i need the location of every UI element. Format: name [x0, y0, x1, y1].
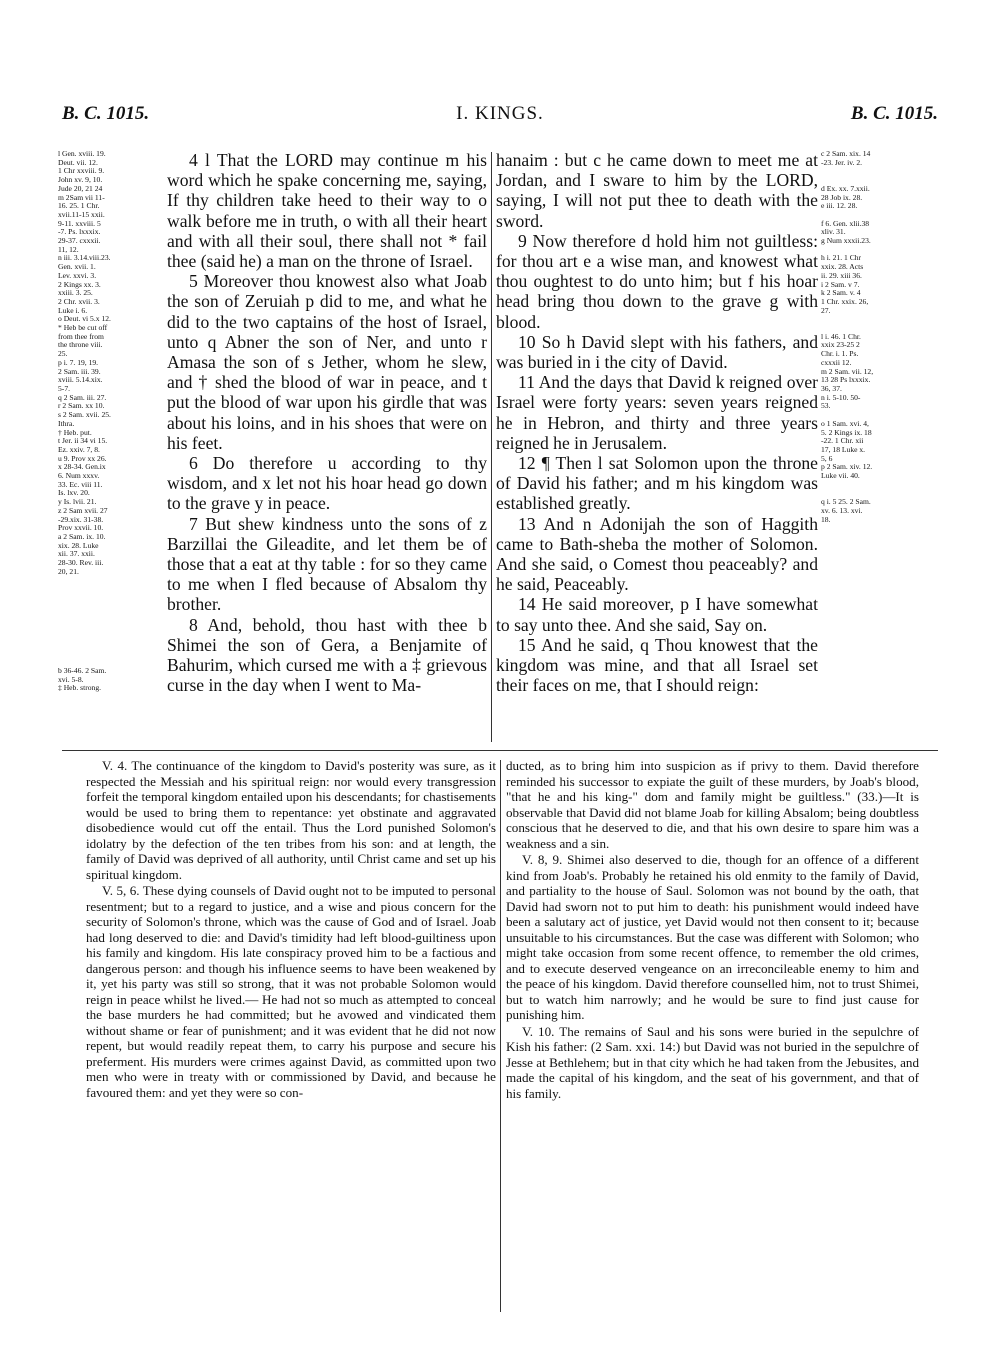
commentary-paragraph: V. 4. The continuance of the kingdom to David's posterity was sure, as it respected the Messiah and his spiritual reign: nor would every transgression forfeit the temporal kingdom entailed upon his descendants; for chastisements would be used to bring them to repentance: yet obstinate and aggravated disobedience would cut off the entail. Thus the Lord punished Solomon's idolatry by the defection of the ten tribes from his son: and at length, the family of David was deprived of all authority, until Christ came and set up his spiritual kingdom. [86, 758, 496, 882]
margin-reference: Luke i. 6. [58, 306, 88, 315]
margin-reference: g Num xxxii.23. [821, 237, 871, 246]
verse-paragraph: hanaim : but c he came down to meet me at Jordan, and I sware to him by the LORD, saying, I will not put thee to death with the sword. [496, 150, 818, 231]
margin-reference: a 2 Sam. ix. 10. [58, 532, 106, 541]
margin-reference: 36, 37. [821, 384, 842, 393]
margin-reference: 16. 25. 1 Chr. [58, 202, 100, 211]
margin-reference: l i. 46. 1 Chr. [821, 332, 861, 341]
margin-reference: z 2 Sam xvii. 27 [58, 506, 108, 515]
margin-reference: Lev. xxvi. 3. [58, 271, 97, 280]
margin-reference: 1 Chr xxviii. 9. [58, 167, 105, 176]
margin-reference: 25. [58, 350, 68, 359]
margin-reference: u 9. Prov xx 26. [58, 454, 107, 463]
left-margin-references-lower [58, 667, 166, 693]
margin-reference: 2 Kings xx. 3. [58, 280, 101, 289]
header-date-right: B. C. 1015. [850, 103, 938, 124]
margin-reference: 28-30. Rev. iii. [58, 559, 104, 568]
margin-reference: f 6. Gen. xlii.38 [821, 219, 870, 228]
margin-reference: 5, 6 [821, 454, 833, 463]
commentary-paragraph: V. 5, 6. These dying counsels of David ought not to be imputed to personal resentment; but to a regard to justice, and a wise and pious concern for the security of Solomon's throne, which was the cause of God and of Israel. Joab had long deserved to die: and David's timidity had left blood-guiltiness upon his family and kingdom. His late conspiracy proved him to be a factious and dangerous person: and though his influence seems to have been weakened by it, yet his party was still so strong, that it was not probable Solomon would reign in peace whilst he lived.— He had not so much as attempted to conceal the base murders he had committed; but he avowed and vindicated them without shame or fear of punishment; and it was evident that he did not now repent, but would readily repeat them, to carry his purpose and secure his preferment. His murders were crimes against David, as committed upon two men who were in treaty with or commissioned by David, and because he favoured them: and yet they were so con- [86, 883, 496, 1100]
verse-paragraph: 5 Moreover thou knowest also what Joab the son of Zeruiah p did to me, and what he did to the two captains of the host of Israel, unto q Abner the son of Ner, and unto r Amasa the son of s Jether, whom he slew, and † shed the blood of war in peace, and t put the blood of war upon his girdle that was about his loins, and in his shoes that were on his feet. [167, 271, 487, 453]
margin-reference: † Heb. put. [58, 428, 92, 437]
verse-paragraph: 15 And he said, q Thou knowest that the kingdom was mine, and that all Israel set their faces on me, that I should reign: [496, 634, 818, 696]
margin-reference [821, 176, 927, 185]
margin-reference: d Ex. xx. 7.xxii. [821, 184, 870, 193]
margin-reference: xix. 28. Luke [58, 541, 99, 550]
margin-reference: xv. 6. 13. xvi. [821, 506, 863, 515]
verse-paragraph: 6 Do therefore u according to thy wisdom, and x let not his hoar head go down to the grave y in peace. [167, 453, 487, 514]
commentary-separator [62, 750, 938, 751]
margin-reference: ‡ Heb. strong. [58, 684, 102, 693]
margin-reference [821, 324, 927, 333]
column-divider [491, 152, 492, 742]
margin-reference: 6. Num xxxv. [58, 472, 100, 481]
margin-reference: c 2 Sam. xix. 14 [821, 150, 871, 158]
margin-reference [821, 211, 927, 220]
margin-reference: Ez. xxiv. 7, 8. [58, 445, 100, 454]
margin-reference: i 2 Sam. v 7. [821, 280, 860, 289]
margin-reference [821, 489, 927, 498]
margin-reference: Chr. i. 1. Ps. [821, 350, 859, 359]
margin-reference: xviii. 5.14.xix. [58, 376, 103, 385]
verse-paragraph: 11 And the days that David k reigned over Israel were forty years: seven years reigned he in Hebron, and thirty and three years reigned he in Jerusalem. [496, 372, 818, 453]
margin-reference: 33. Ec. viii 11. [58, 480, 103, 489]
margin-reference: 5-7. [58, 384, 71, 393]
margin-reference [821, 167, 927, 176]
left-margin-references [58, 150, 166, 576]
margin-reference: p 2 Sam. xiv. 12. [821, 463, 873, 472]
commentary-divider [500, 760, 501, 1312]
margin-reference: 53. [821, 402, 831, 411]
verse-paragraph: 12 ¶ Then l sat Solomon upon the throne of David his father; and m his kingdom was established greatly. [496, 453, 818, 514]
margin-reference: 5. 2 Kings ix. 18 [821, 428, 872, 437]
commentary-paragraph: V. 10. The remains of Saul and his sons were buried in the sepulchre of Kish his father: (2 Sam. xxi. 14:) but David was not buried in the sepulchre of Jesse at Bethlehem; but in that city which he had taken from the Jebusites, and made the capital of his kingdom, and the seat of his government, and that of his family. [506, 1023, 919, 1101]
margin-reference: -29.xix. 31-38. [58, 515, 104, 524]
margin-reference: e iii. 12. 28. [821, 202, 858, 211]
verse-paragraph: 8 And, behold, thou hast with thee b Shimei the son of Gera, a Benjamite of Bahurim, which cursed me with a ‡ grievous curse in the day when I went to Ma- [167, 614, 487, 696]
margin-reference [821, 315, 927, 324]
margin-reference: Deut. vii. 12. [58, 158, 98, 167]
margin-reference: * Heb be cut off [58, 324, 108, 333]
margin-reference: 18. [821, 515, 831, 524]
margin-reference: 2 Sam. iii. 39. [58, 367, 101, 376]
margin-reference: xii. 37. xxii. [58, 550, 95, 559]
margin-reference: q i. 5 25. 2 Sam. [821, 498, 871, 507]
margin-reference: -7. Ps. lxxxix. [58, 228, 101, 237]
margin-reference: k 2 Sam. v. 4 [821, 289, 861, 298]
margin-reference: r 2 Sam. xx 10. [58, 402, 105, 411]
verse-paragraph: 7 But shew kindness unto the sons of z Barzillai the Gileadite, and let them be of those that a eat at thy table : for so they came to me when I fled because of Absalom thy brother. [167, 513, 487, 615]
margin-reference: Prov xxvii. 10. [58, 524, 104, 533]
running-header [62, 103, 938, 133]
margin-reference: o Deut. vi 5.x 12. [58, 315, 111, 324]
margin-reference: Ithra. [58, 419, 75, 428]
margin-reference: xxiii. 3. 25. [58, 289, 93, 298]
commentary-paragraph: ducted, as to bring him into suspicion as if privy to them. David therefore reminded his successor to expiate the guilt of these murders, by Joab's blood, "that he and his king-" dom and family might be guiltless." (33.)—It is observable that David did not blame Joab for killing Absalom; being doubtless conscious that he deserved to die, and that his own desire to spare him was a weakness and a sin. [506, 758, 919, 851]
margin-reference: h i. 21. 1 Chr [821, 254, 862, 263]
margin-reference: n iii. 3.14.viii.23. [58, 254, 111, 263]
verse-paragraph: 4 l That the LORD may continue m his word which he spake concerning me, saying, If thy children take heed to their way to o walk before me in truth, o with all their heart and with all their soul, there shall not * fail thee (said he) a man on the throne of Israel. [167, 150, 487, 272]
margin-reference: s 2 Sam. xvii. 25. [58, 411, 111, 420]
scripture-column-right [496, 150, 818, 695]
margin-reference: 1 Chr. xxix. 26, [821, 297, 869, 306]
margin-reference: the throne viii. [58, 341, 103, 350]
verse-paragraph: 9 Now therefore d hold him not guiltless: for thou art e a wise man, and knowest what thou oughtest to do unto him; but f his hoar head bring thou down to the grave g with blood. [496, 230, 818, 332]
commentary-paragraph: V. 8, 9. Shimei also deserved to die, though for an offence of a different kind from Joab's. Probably he retained his old enmity to the family of David, and partiality to the house of Saul. Solomon was not bound by the oath, that David had sworn not to put him to death: his punishment would indeed have been a salutary act of justice, yet David would not then consent to it; because unsuitable to his circumstances. But the case was different with Solomon; who might take occasion from some recent offence, to remember the old crimes, and to execute deserved vengeance on an irreconcileable enemy to him and the peace of his kingdom. David therefore counselled him, not to trust Shimei, but to watch him narrowly; and he would be sure to find just cause for punishing him. [506, 852, 919, 1022]
margin-reference [821, 246, 927, 255]
margin-reference: Gen. xvii. 1. [58, 263, 96, 272]
margin-reference: 27. [821, 306, 831, 315]
margin-reference: 17, 18 Luke x. [821, 445, 866, 454]
margin-reference: xxix 23-25 2 [821, 341, 860, 350]
margin-reference: x 28-34. Gen.ix [58, 463, 106, 472]
verse-paragraph: 13 And n Adonijah the son of Haggith came to Bath-sheba the mother of Solomon. And she said, o Comest thou peaceably? and he said, Peaceably. [496, 513, 818, 595]
margin-reference: t Jer. ii 34 vi 15. [58, 437, 108, 446]
verse-paragraph: 10 So h David slept with his fathers, and was buried in i the city of David. [496, 331, 818, 373]
margin-reference: y Is. lvii. 21. [58, 498, 97, 507]
commentary-column-left [86, 758, 496, 1101]
verse-paragraph: 14 He said moreover, p I have somewhat to say unto thee. And she said, Say on. [496, 594, 818, 635]
margin-reference [821, 411, 927, 420]
scripture-column-left [167, 150, 487, 695]
margin-reference: from thee from [58, 332, 104, 341]
margin-reference: 29-37. cxxxii. [58, 237, 101, 246]
margin-reference: xvii.11-15 xxii. [58, 210, 105, 219]
margin-reference: b 36-46. 2 Sam. [58, 667, 107, 675]
margin-reference: 2 Chr. xvii. 3. [58, 297, 100, 306]
margin-reference: q 2 Sam. iii. 27. [58, 393, 107, 402]
margin-reference: ii. 29. xiii 36. [821, 271, 862, 280]
margin-reference: 13 28 Ps lxxxix. [821, 376, 871, 385]
margin-reference: m 2Sam vii 11- [58, 193, 105, 202]
margin-reference: xliv. 31. [821, 228, 846, 237]
header-book-title: I. KINGS. [456, 103, 544, 124]
margin-reference: xvi. 5-8. [58, 675, 84, 684]
margin-reference: m 2 Sam. vii. 12, [821, 367, 874, 376]
margin-reference: 28 Job ix. 28. [821, 193, 863, 202]
header-date-left: B. C. 1015. [62, 103, 150, 124]
margin-reference: Jude 20, 21 24 [58, 184, 103, 193]
margin-reference: cxxxii 12. [821, 358, 852, 367]
margin-reference [821, 481, 927, 490]
margin-reference: 20, 21. [58, 567, 79, 576]
margin-reference: l Gen. xviii. 19. [58, 150, 106, 158]
commentary-column-right [506, 758, 919, 1102]
margin-reference: xxix. 28. Acts [821, 263, 864, 272]
margin-reference: o 1 Sam. xvi. 4, [821, 419, 869, 428]
margin-reference: n i. 5-10. 50- [821, 393, 861, 402]
margin-reference: Is. lxv. 20. [58, 489, 90, 498]
margin-reference: -23. Jer. iv. 2. [821, 158, 863, 167]
margin-reference: 9-11. xxviii. 5 [58, 219, 101, 228]
margin-reference: -22. 1 Chr. xii [821, 437, 864, 446]
margin-reference: 11, 12. [58, 245, 79, 254]
right-margin-references [821, 150, 927, 524]
margin-reference: Luke vii. 40. [821, 472, 860, 481]
margin-reference: p i. 7. 19, 19. [58, 358, 99, 367]
margin-reference: John xv. 9, 10. [58, 176, 103, 185]
